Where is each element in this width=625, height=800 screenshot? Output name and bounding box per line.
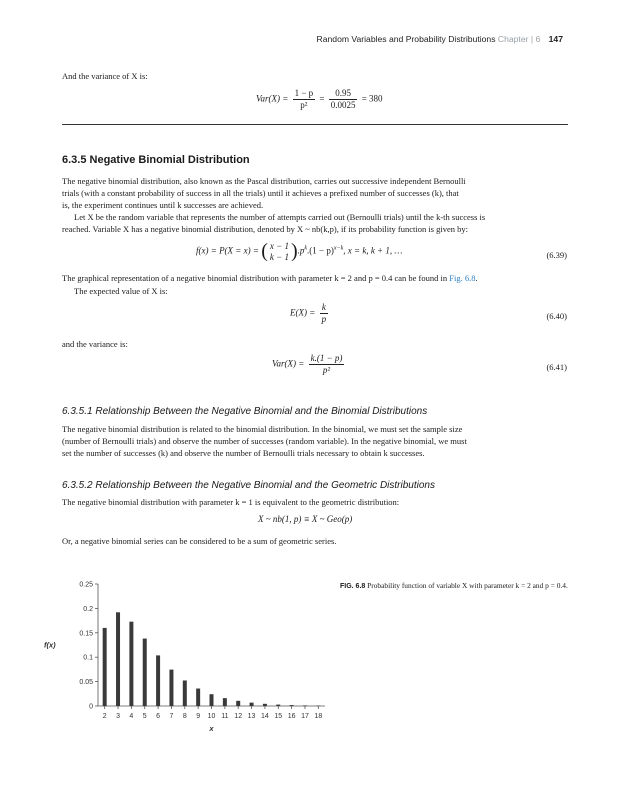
paragraph-1-line: trials (with a constant probability of success in all the trials) until it achieves a prefixed number of successes (k), that — [62, 188, 459, 199]
equation-number-6-41: (6.41) — [546, 362, 567, 372]
subsection-heading-2: 6.3.5.2 Relationship Between the Negative Binomial and the Geometric Distributions — [62, 480, 435, 491]
paragraph-2-line: reached. Variable X has a negative binomial distribution, denoted by X ~ nb(k,p), if its probability function is given by: — [62, 224, 468, 235]
x-tick-label: 5 — [142, 713, 147, 720]
equation-6-41: Var(X) = $\frac{k.(1 - p)}{\text{p²}}$ — [272, 353, 343, 375]
bar-x-11 — [223, 698, 227, 706]
bar-x-2 — [103, 628, 107, 706]
page-number: 147 — [548, 34, 563, 44]
paragraph-1 — [62, 175, 568, 212]
equation-number-6-40: (6.40) — [546, 311, 567, 321]
subsection-1-text — [62, 423, 568, 460]
y-tick-label: 0.2 — [83, 605, 93, 613]
y-tick-label: 0.1 — [83, 654, 93, 662]
bar-x-3 — [116, 612, 120, 706]
bar-x-14 — [263, 704, 267, 706]
y-tick-label: 0.05 — [79, 679, 93, 687]
subsection-2-closing: Or, a negative binomial series can be considered to be a sum of geometric series. — [62, 536, 337, 546]
x-tick-label: 6 — [156, 713, 161, 720]
bar-x-13 — [250, 703, 254, 706]
paragraph-1-line: The negative binomial distribution, also known as the Pascal distribution, carries out successive independent Bernoulli — [62, 176, 466, 186]
paragraph-1-line: is, the experiment continues until k successes are achieved. — [62, 200, 264, 211]
x-tick-label: 10 — [207, 713, 216, 720]
x-tick-label: 18 — [314, 713, 323, 720]
negative-binomial-chart — [40, 572, 340, 742]
paragraph-3: The graphical representation of a negative binomial distribution with parameter k = 2 and p = 0.4 can be found in Fig. 6.8. — [62, 273, 478, 283]
bar-x-8 — [183, 680, 187, 706]
x-tick-label: 3 — [116, 713, 120, 720]
x-tick-label: 14 — [261, 713, 269, 720]
equation-6-40: E(X) = $\frac{k}{p}$ — [290, 302, 327, 324]
variance-intro: And the variance of X is: — [62, 71, 148, 81]
caption-text: Probability function of variable X with parameter k = 2 and p = 0.4. — [367, 581, 568, 590]
section-divider — [62, 124, 568, 125]
bar-x-12 — [236, 701, 240, 706]
bar-x-5 — [143, 639, 147, 706]
paragraph-5: and the variance is: — [62, 339, 128, 349]
x-axis-label: x — [209, 724, 214, 733]
x-tick-label: 11 — [221, 713, 229, 720]
equation-6-39: f(x) = P(X = x) = ( x − 1 k − 1 )$.p^k.(1 - p)^{x-k}$, x = k, k + 1, … — [196, 240, 403, 262]
bar-x-9 — [196, 689, 200, 706]
bar-x-17 — [303, 705, 307, 706]
header-chapter: Chapter | 6 — [497, 34, 541, 44]
subsection-2-text: The negative binomial distribution with parameter k = 1 is equivalent to the geometric distribution: — [62, 497, 400, 507]
y-axis-label: f(x) — [44, 640, 56, 650]
variance-equation: Var(X) = $\frac{1 - p}{\text{p²}}$ = $\frac{0.95}{0.0025}$ = 380 — [256, 88, 383, 110]
paragraph-2-line: Let X be the random variable that represents the number of attempts carried out (Bernoulli trials) until the k-th success is — [74, 212, 486, 222]
x-tick-label: 7 — [169, 713, 174, 720]
header-title: Random Variables and Probability Distributions — [316, 34, 496, 44]
figure-caption — [340, 580, 568, 592]
chart-layer — [44, 582, 325, 734]
bar-x-7 — [169, 670, 173, 706]
bar-x-15 — [276, 705, 280, 706]
bar-x-16 — [290, 705, 294, 706]
x-tick-label: 16 — [287, 713, 296, 720]
paragraph-2 — [62, 211, 568, 235]
geometric-equivalence: X ~ nb(1, p) ≡ X ~ Geo(p) — [258, 514, 353, 524]
paragraph-4: The expected value of X is: — [74, 286, 168, 296]
subsection-1-line: (number of Bernoulli trials) and observe the number of successes (random variable). In the negative binomial, we must — [62, 436, 467, 447]
x-tick-label: 12 — [234, 713, 243, 720]
y-tick-label: 0 — [89, 703, 93, 711]
subsection-heading-1: 6.3.5.1 Relationship Between the Negative Binomial and the Binomial Distributions — [62, 406, 428, 417]
bar-x-6 — [156, 655, 160, 706]
x-tick-label: 2 — [102, 713, 107, 720]
x-tick-label: 17 — [301, 713, 309, 720]
x-tick-label: 9 — [196, 713, 201, 720]
figure-link[interactable]: Fig. 6.8 — [449, 273, 476, 283]
y-tick-label: 0.25 — [79, 581, 93, 589]
caption-label: FIG. 6.8 — [340, 583, 366, 590]
bar-x-10 — [210, 694, 214, 706]
section-heading: 6.3.5 Negative Binomial Distribution — [62, 154, 250, 166]
x-tick-label: 4 — [129, 713, 134, 720]
x-tick-label: 8 — [182, 713, 187, 720]
subsection-1-line: set the number of successes (k) and observe the number of Bernoulli trials necessary to obtain k successes. — [62, 448, 425, 459]
x-tick-label: 13 — [247, 713, 256, 720]
subsection-1-line: The negative binomial distribution is related to the binomial distribution. In the binomial, we must set the sample size — [62, 424, 463, 434]
running-header — [317, 34, 563, 44]
y-tick-label: 0.15 — [79, 630, 93, 638]
bar-x-4 — [129, 622, 133, 706]
equation-number-6-39: (6.39) — [546, 250, 567, 260]
x-tick-label: 15 — [274, 713, 283, 720]
